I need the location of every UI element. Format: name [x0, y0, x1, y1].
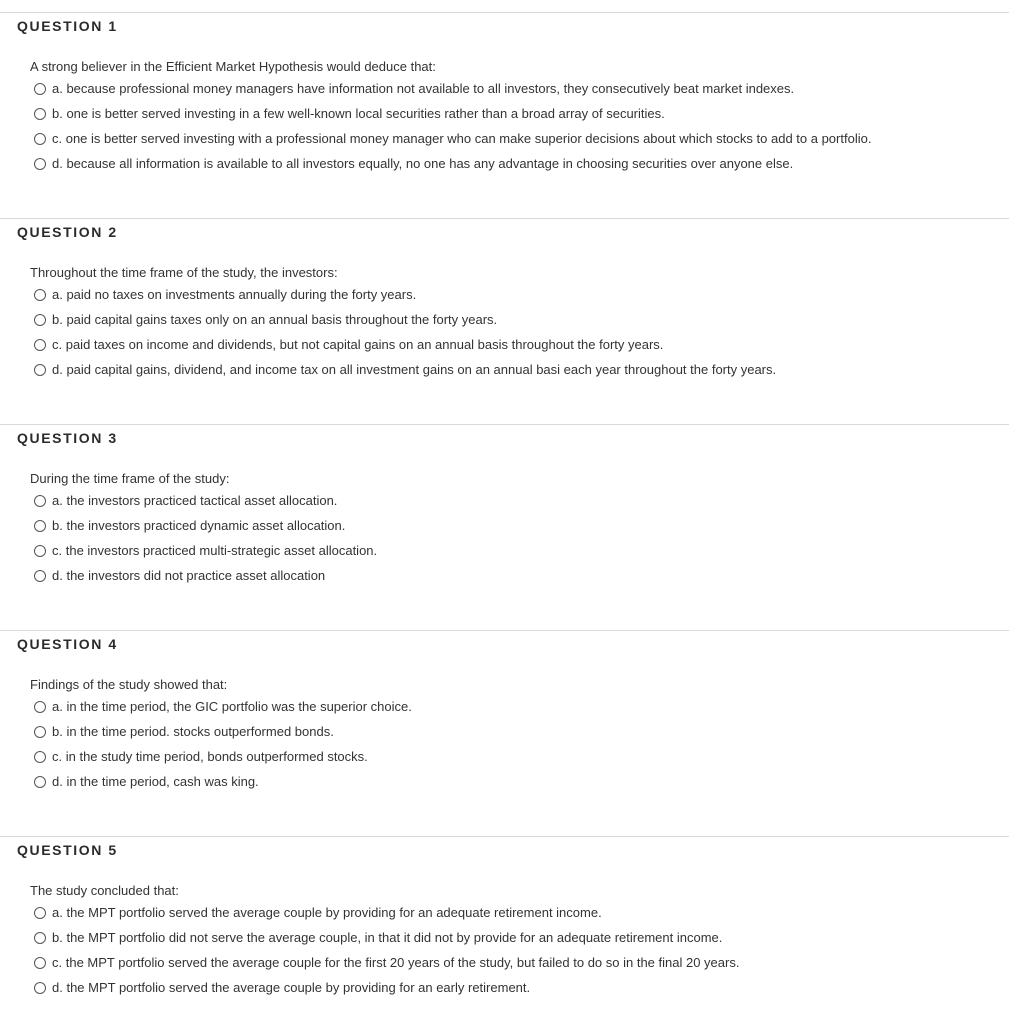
question-1: [0, 12, 1009, 218]
option-label: c. in the study time period, bonds outperformed stocks.: [52, 749, 368, 764]
option-label: b. the investors practiced dynamic asset allocation.: [52, 518, 346, 533]
answer-options: [34, 694, 412, 794]
option-b[interactable]: [34, 101, 871, 126]
option-a[interactable]: [34, 282, 776, 307]
option-d[interactable]: [34, 975, 739, 1000]
question-prompt: A strong believer in the Efficient Market Hypothesis would deduce that:: [30, 59, 436, 74]
option-b[interactable]: [34, 719, 412, 744]
radio-button[interactable]: [34, 495, 46, 507]
option-label: d. because all information is available to all investors equally, no one has any advantage in choosing securities over anyone else.: [52, 156, 794, 171]
radio-button[interactable]: [34, 133, 46, 145]
question-header: QUESTION 5: [17, 842, 118, 858]
option-d[interactable]: [34, 563, 377, 588]
question-prompt: The study concluded that:: [30, 883, 179, 898]
answer-options: [34, 900, 739, 1000]
option-a[interactable]: [34, 900, 739, 925]
option-c[interactable]: [34, 538, 377, 563]
radio-button[interactable]: [34, 520, 46, 532]
option-label: b. one is better served investing in a few well-known local securities rather than a broad array of securities.: [52, 106, 665, 121]
option-c[interactable]: [34, 950, 739, 975]
question-header: QUESTION 1: [17, 18, 118, 34]
question-header: QUESTION 3: [17, 430, 118, 446]
radio-button[interactable]: [34, 289, 46, 301]
radio-button[interactable]: [34, 314, 46, 326]
question-header: QUESTION 4: [17, 636, 118, 652]
option-c[interactable]: [34, 126, 871, 151]
option-d[interactable]: [34, 151, 871, 176]
radio-button[interactable]: [34, 957, 46, 969]
option-label: c. the investors practiced multi-strategic asset allocation.: [52, 543, 378, 558]
answer-options: [34, 488, 377, 588]
question-prompt: Findings of the study showed that:: [30, 677, 228, 692]
radio-button[interactable]: [34, 108, 46, 120]
radio-button[interactable]: [34, 701, 46, 713]
option-a[interactable]: [34, 488, 377, 513]
question-prompt: Throughout the time frame of the study, the investors:: [30, 265, 338, 280]
radio-button[interactable]: [34, 776, 46, 788]
option-label: b. in the time period. stocks outperformed bonds.: [52, 724, 334, 739]
radio-button[interactable]: [34, 570, 46, 582]
option-d[interactable]: [34, 769, 412, 794]
option-label: d. the MPT portfolio served the average couple by providing for an early retirement.: [52, 980, 531, 995]
radio-button[interactable]: [34, 545, 46, 557]
question-2: [0, 218, 1009, 424]
option-label: c. the MPT portfolio served the average couple for the first 20 years of the study, but failed to do so in the final 20 years.: [52, 955, 740, 970]
option-a[interactable]: [34, 694, 412, 719]
option-label: d. paid capital gains, dividend, and income tax on all investment gains on an annual basi each year throughout the forty years.: [52, 362, 777, 377]
radio-button[interactable]: [34, 932, 46, 944]
option-label: d. in the time period, cash was king.: [52, 774, 259, 789]
radio-button[interactable]: [34, 158, 46, 170]
option-b[interactable]: [34, 307, 776, 332]
option-b[interactable]: [34, 925, 739, 950]
question-5: [0, 836, 1009, 1024]
question-4: [0, 630, 1009, 836]
question-header: QUESTION 2: [17, 224, 118, 240]
option-label: c. paid taxes on income and dividends, but not capital gains on an annual basis throughout the forty years.: [52, 337, 664, 352]
question-3: [0, 424, 1009, 630]
answer-options: [34, 76, 871, 176]
option-b[interactable]: [34, 513, 377, 538]
option-label: a. paid no taxes on investments annually during the forty years.: [52, 287, 417, 302]
question-prompt: During the time frame of the study:: [30, 471, 230, 486]
option-label: a. because professional money managers have information not available to all investors, they consecutively beat market indexes.: [52, 81, 795, 96]
radio-button[interactable]: [34, 83, 46, 95]
answer-options: [34, 282, 776, 382]
option-c[interactable]: [34, 744, 412, 769]
option-a[interactable]: [34, 76, 871, 101]
option-label: d. the investors did not practice asset allocation: [52, 568, 326, 583]
radio-button[interactable]: [34, 982, 46, 994]
option-label: a. in the time period, the GIC portfolio was the superior choice.: [52, 699, 412, 714]
radio-button[interactable]: [34, 339, 46, 351]
radio-button[interactable]: [34, 364, 46, 376]
option-label: b. the MPT portfolio did not serve the average couple, in that it did not by provide for an adequate retirement income.: [52, 930, 723, 945]
option-c[interactable]: [34, 332, 776, 357]
radio-button[interactable]: [34, 751, 46, 763]
option-d[interactable]: [34, 357, 776, 382]
radio-button[interactable]: [34, 726, 46, 738]
radio-button[interactable]: [34, 907, 46, 919]
option-label: c. one is better served investing with a professional money manager who can make superior decisions about which stocks to add to a portfolio.: [52, 131, 872, 146]
option-label: a. the MPT portfolio served the average couple by providing for an adequate retirement income.: [52, 905, 602, 920]
option-label: b. paid capital gains taxes only on an annual basis throughout the forty years.: [52, 312, 498, 327]
option-label: a. the investors practiced tactical asset allocation.: [52, 493, 338, 508]
